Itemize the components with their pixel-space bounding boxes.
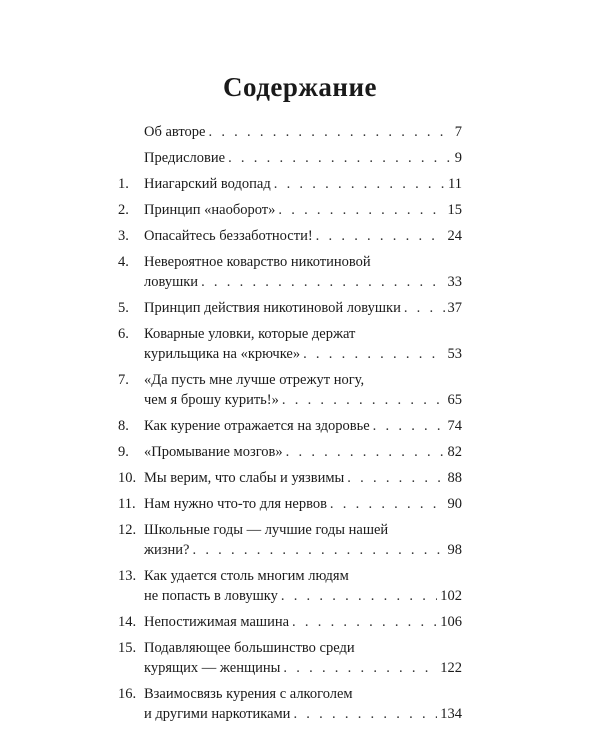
- toc-entry[interactable]: [118, 122, 462, 142]
- toc-entry[interactable]: [118, 416, 462, 436]
- chapter-title-line: «Да пусть мне лучше отрежут ногу,: [144, 372, 365, 388]
- toc-entry[interactable]: [118, 200, 462, 220]
- page-number: 122: [440, 660, 462, 676]
- toc-entry[interactable]: [118, 370, 462, 410]
- page-title: Содержание: [222, 72, 378, 102]
- toc-entry[interactable]: [118, 442, 462, 462]
- chapter-title: курильщика на «крючке»: [144, 346, 301, 362]
- page-number: 74: [447, 418, 462, 434]
- chapter-title-line: Невероятное коварство никотиновой: [144, 254, 371, 270]
- chapter-number: 3.: [118, 228, 129, 244]
- page-number: 7: [454, 124, 462, 140]
- page-number: 102: [440, 588, 462, 604]
- dot-leader: [404, 298, 445, 318]
- chapter-title: Принцип действия никотиновой ловушки: [144, 300, 401, 316]
- chapter-title: не попасть в ловушку: [144, 588, 278, 604]
- dot-leader: [278, 200, 444, 220]
- dot-leader: [208, 122, 451, 142]
- dot-leader: [201, 272, 444, 292]
- dot-leader: [228, 148, 452, 168]
- chapter-title: Непостижимая машина: [144, 614, 290, 630]
- page-number: 24: [447, 228, 462, 244]
- toc-entry[interactable]: [118, 148, 462, 168]
- page-number: 106: [440, 614, 462, 630]
- chapter-number: 9.: [118, 444, 129, 460]
- chapter-title: курящих — женщины: [144, 660, 281, 676]
- dot-leader: [274, 174, 445, 194]
- chapter-title-line: Школьные годы — лучшие годы нашей: [144, 522, 389, 538]
- table-of-contents: [118, 122, 462, 724]
- page-number: 98: [447, 542, 462, 558]
- dot-leader: [281, 586, 437, 606]
- dot-leader: [282, 390, 445, 410]
- chapter-title: «Промывание мозгов»: [144, 444, 283, 460]
- page-number: 88: [447, 470, 462, 486]
- toc-entry[interactable]: [118, 298, 462, 318]
- toc-entry[interactable]: [118, 684, 462, 724]
- page-number: 53: [447, 346, 462, 362]
- chapter-title: Принцип «наоборот»: [144, 202, 276, 218]
- dot-leader: [347, 468, 444, 488]
- dot-leader: [283, 658, 437, 678]
- dot-leader: [192, 540, 444, 560]
- chapter-title: Нам нужно что-то для нервов: [144, 496, 327, 512]
- chapter-title: чем я брошу курить!»: [144, 392, 279, 408]
- toc-entry[interactable]: [118, 566, 462, 606]
- chapter-title-line: Коварные уловки, которые держат: [144, 326, 356, 342]
- chapter-number: 16.: [118, 686, 137, 702]
- chapter-title: Ниагарский водопад: [144, 176, 271, 192]
- chapter-title: Как курение отражается на здоровье: [144, 418, 370, 434]
- chapter-number: 7.: [118, 372, 129, 388]
- chapter-number: 4.: [118, 254, 129, 270]
- page-number: 15: [447, 202, 462, 218]
- chapter-number: 12.: [118, 522, 137, 538]
- chapter-number: 11.: [118, 496, 136, 512]
- page-number: 82: [447, 444, 462, 460]
- dot-leader: [286, 442, 445, 462]
- chapter-title-line: Как удается столь многим людям: [144, 568, 349, 584]
- toc-entry[interactable]: [118, 252, 462, 292]
- chapter-number: 13.: [118, 568, 137, 584]
- dot-leader: [303, 344, 444, 364]
- chapter-title: и другими наркотиками: [144, 706, 291, 722]
- toc-entry[interactable]: [118, 468, 462, 488]
- page-number: 90: [447, 496, 462, 512]
- chapter-number: 1.: [118, 176, 129, 192]
- chapter-title: Предисловие: [144, 150, 226, 166]
- toc-entry[interactable]: [118, 174, 462, 194]
- chapter-title: Опасайтесь беззаботности!: [144, 228, 313, 244]
- chapter-number: 8.: [118, 418, 129, 434]
- dot-leader: [373, 416, 445, 436]
- page-number: 9: [454, 150, 462, 166]
- dot-leader: [330, 494, 445, 514]
- chapter-number: 10.: [118, 470, 137, 486]
- chapter-number: 14.: [118, 614, 137, 630]
- toc-entry[interactable]: [118, 494, 462, 514]
- toc-entry[interactable]: [118, 612, 462, 632]
- chapter-number: 2.: [118, 202, 129, 218]
- chapter-title-line: Взаимосвязь курения с алкоголем: [144, 686, 353, 702]
- page-number: 33: [447, 274, 462, 290]
- toc-entry[interactable]: [118, 324, 462, 364]
- chapter-title: Мы верим, что слабы и уязвимы: [144, 470, 345, 486]
- chapter-number: 6.: [118, 326, 129, 342]
- chapter-title: Об авторе: [144, 124, 206, 140]
- toc-entry[interactable]: [118, 520, 462, 560]
- dot-leader: [292, 612, 437, 632]
- page-number: 11: [448, 176, 462, 192]
- chapter-title: жизни?: [144, 542, 190, 558]
- page-number: 65: [447, 392, 462, 408]
- toc-entry[interactable]: [118, 226, 462, 246]
- dot-leader: [316, 226, 445, 246]
- chapter-title: ловушки: [144, 274, 199, 290]
- chapter-number: 15.: [118, 640, 137, 656]
- chapter-number: 5.: [118, 300, 129, 316]
- page-number: 37: [447, 300, 462, 316]
- dot-leader: [293, 704, 437, 724]
- chapter-title-line: Подавляющее большинство среди: [144, 640, 355, 656]
- toc-entry[interactable]: [118, 638, 462, 678]
- page-number: 134: [440, 706, 462, 722]
